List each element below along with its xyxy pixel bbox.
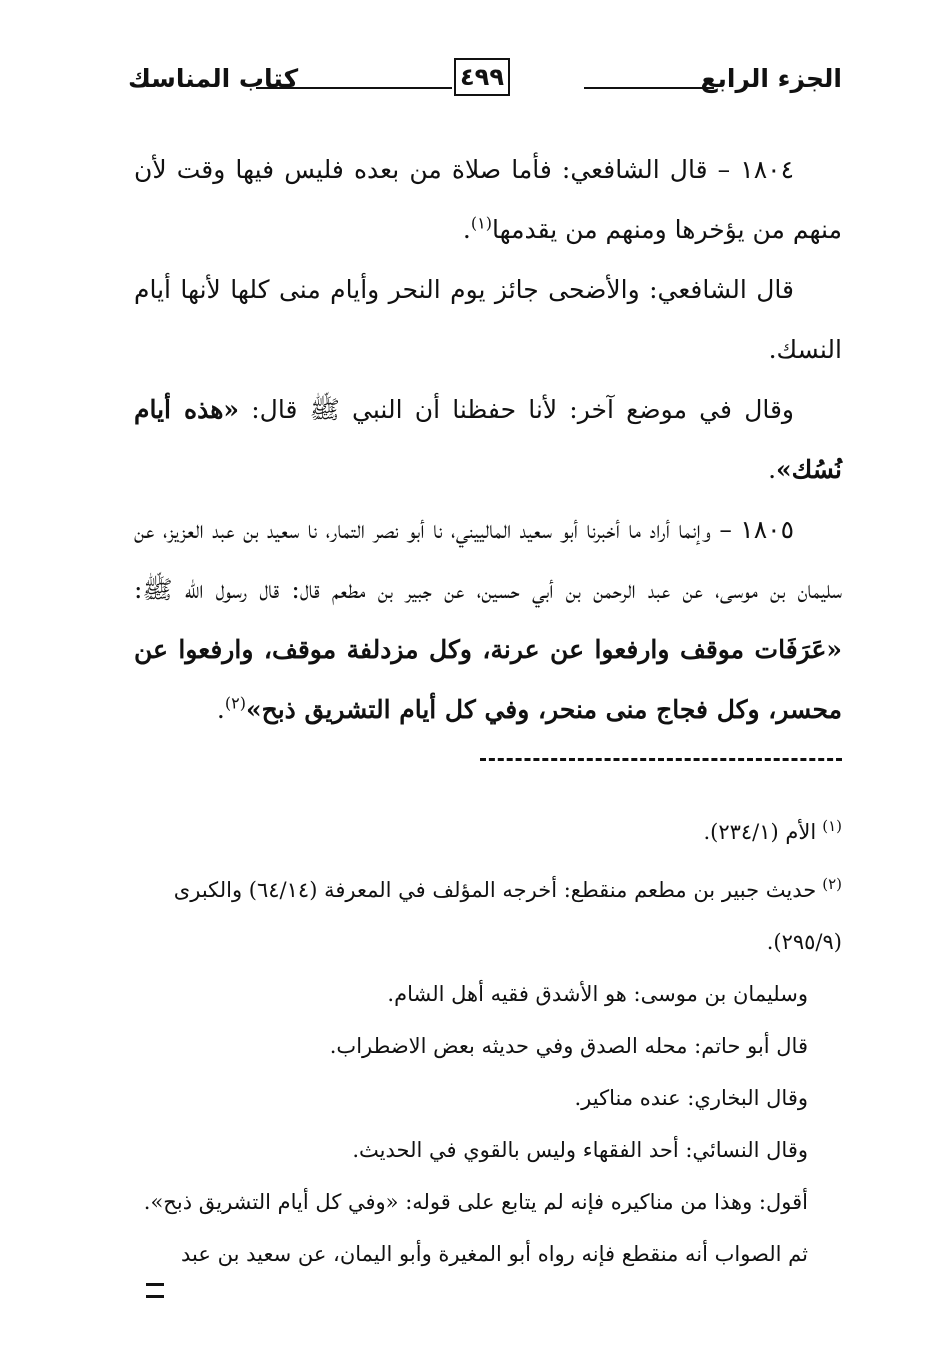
footnote-line: وقال البخاري: عنده مناكير. (574, 1086, 808, 1110)
hadith-quote-short: «هذه أيام نُسُك» (134, 395, 842, 484)
page-number: ٤٩٩ (454, 58, 510, 96)
footnote-line: قال أبو حاتم: محله الصدق وفي حديثه بعض الاضطراب. (329, 1034, 808, 1058)
footnote-ref-2: (٢) (224, 693, 246, 713)
footnote-line: ثم الصواب أنه منقطع فإنه رواه أبو المغيرة وأبو اليمان، عن سعيد بن عبد (181, 1242, 808, 1266)
main-text (134, 140, 842, 740)
paragraph-other-place: وقال في موضع آخر: لأنا حفظنا أن النبي ﷺ قال: «هذه أيام نُسُك». (134, 395, 842, 484)
page-header (128, 58, 842, 104)
footnote-line: أقول: وهذا من مناكيره فإنه لم يتابع على قوله: «وفي كل أيام التشريق ذبح». (143, 1190, 808, 1214)
header-rule-right (584, 87, 714, 89)
paragraph-1804: ١٨٠٤ – قال الشافعي: فأما صلاة من بعده فليس فيها وقت لأن منهم من يؤخرها ومنهم من يقدمها$^{(١)}$. (134, 155, 842, 244)
footnote-separator (480, 758, 842, 761)
footnote-1: $^{(١)}$الأم (٢٣٤/١). (703, 817, 842, 844)
part-title: الجزء الرابع (700, 64, 842, 93)
footnote-line: وقال النسائي: أحد الفقهاء وليس بالقوي في الحديث. (352, 1138, 808, 1162)
footnote-ref-1: (١) (470, 213, 492, 233)
footnote-2: $^{(٢)}$حديث جبير بن مطعم منقطع: أخرجه المؤلف في المعرفة (٦٤/١٤) والكبرى (٢٩٥/٩). (173, 875, 842, 954)
footnote-line: وسليمان بن موسى: هو الأشدق فقيه أهل الشام. (387, 982, 808, 1006)
paragraph-shafii: قال الشافعي: والأضحى جائز يوم النحر وأيام منى كلها لأنها أيام النسك. (134, 275, 842, 364)
hadith-quote-long: «عَرَفَات موقف وارفعوا عن عرنة، وكل مزدلفة موقف، وارفعوا عن محسر، وكل فجاج منى منحر، وفي كل أيام التشريق ذبح» (134, 635, 842, 724)
footnotes (134, 800, 842, 1280)
paragraph-1805: ١٨٠٥ – وإنما أراد ما أخبرنا أبو سعيد المالييني، نا أبو نصر التمار، نا سعيد بن عبد العزيز، عن سليمان بن موسى، عن عبد الرحمن بن أبي حسين، عن جبير بن مطعم قال: قال رسول الله ﷺ: «عَرَفَات موقف وارفعوا عن عرنة، وكل مزدلفة موقف، وارفعوا عن محسر، وكل فجاج منى منحر، وفي كل أيام التشريق ذبح»$^{(٢)}$. (134, 515, 842, 724)
book-title: كتاب المناسك (128, 64, 299, 93)
continuation-mark (146, 1283, 164, 1298)
